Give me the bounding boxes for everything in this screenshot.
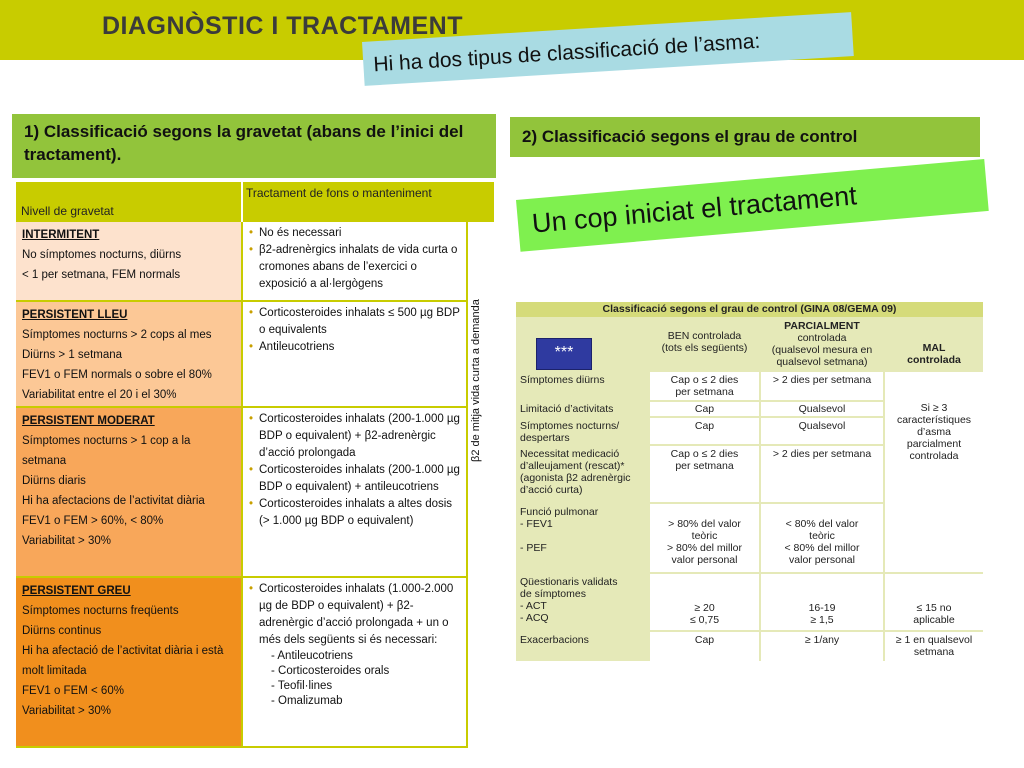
rescue-medication-label: β2 de mitja vida curta a demanda — [470, 299, 482, 462]
header-line: PARCIALMENT — [784, 320, 860, 332]
severity-classification-title: 1) Classificació segons la gravetat (abans de l’inici del tractament). — [12, 114, 496, 178]
criteria-line: FEV1 o FEM normals o sobre el 80% — [22, 369, 212, 381]
header-partially-controlled — [761, 318, 883, 370]
stars-badge: *** — [536, 338, 592, 370]
criteria-line: Hi ha afectació de l’activitat diària i està molt limitada — [22, 645, 224, 677]
cell-line: Cap o ≤ 2 dies — [670, 448, 739, 460]
header-line: MAL — [922, 342, 946, 354]
criteria-line: Símptomes nocturns freqüents — [22, 605, 179, 617]
partially-controlled-cell — [761, 504, 883, 572]
severity-level-name: PERSISTENT GREU — [22, 585, 131, 597]
cell-line: característiques — [896, 414, 972, 426]
poorly-controlled-cell — [885, 574, 983, 630]
partially-controlled-cell — [761, 446, 883, 502]
cell-line: ≥ 1 en qualsevol — [895, 634, 973, 646]
row-label-line: Limitació d’activitats — [520, 403, 614, 415]
row-label-line: (agonista β2 adrenèrgic — [520, 472, 631, 484]
criteria-line: No símptomes nocturns, diürns — [22, 249, 182, 261]
row-label — [516, 632, 648, 661]
treatment-item: • Corticosteroides inhalats (1.000-2.000 µg de BDP o equivalent) + β2-adrenèrgic d’acció prolongada + un o més dels següents si és necessari: — [259, 581, 462, 649]
severity-criteria — [16, 408, 241, 576]
cell-line: per setmana — [675, 386, 734, 398]
treatment-subitem: - Teofil·lines — [259, 679, 462, 694]
row-label — [516, 418, 648, 444]
row-label — [516, 402, 648, 416]
treatment-item: • Antileucotriens — [259, 339, 462, 356]
row-label-line: Exacerbacions — [520, 634, 589, 646]
row-label — [516, 446, 648, 502]
severity-row-moderate-persistent — [16, 408, 466, 576]
header-line: controlada — [907, 354, 961, 366]
cell-line: parcialment — [906, 438, 962, 450]
cell-line: > 2 dies per setmana — [772, 448, 872, 460]
cell-line: teòric — [691, 530, 718, 542]
well-controlled-cell — [650, 418, 759, 444]
treatment-subitem: - Omalizumab — [259, 694, 462, 709]
severity-criteria — [16, 302, 241, 406]
severity-treatment — [243, 302, 466, 406]
criteria-line: FEV1 o FEM < 60% — [22, 685, 124, 697]
cell-line: Cap — [694, 403, 715, 415]
poorly-controlled-merged-cell — [885, 372, 983, 572]
cell-line: ≥ 1,5 — [810, 614, 834, 626]
header-line: controlada — [797, 332, 847, 344]
row-label-line: - ACT — [520, 600, 547, 612]
severity-table-header — [16, 182, 466, 222]
cell-line: Cap o ≤ 2 dies — [670, 374, 739, 386]
header-severity-level: Nivell de gravetat — [21, 204, 114, 218]
well-controlled-cell — [650, 632, 759, 661]
control-header-empty — [516, 318, 648, 370]
treatment-item: • Corticosteroides inhalats a altes dosis (> 1.000 µg BDP o equivalent) — [259, 496, 462, 530]
well-controlled-cell — [650, 446, 759, 502]
cell-line: per setmana — [675, 460, 734, 472]
cell-line: Cap — [694, 420, 715, 432]
row-label-line: Necessitat medicació — [520, 448, 620, 460]
criteria-line: FEV1 o FEM > 60%, < 80% — [22, 515, 164, 527]
severity-table — [16, 182, 494, 748]
treatment-item: • Corticosteroides inhalats (200-1.000 µg BDP o equivalent) + β2-adrenèrgic d’acció prolongada — [259, 411, 462, 462]
well-controlled-cell — [650, 372, 759, 400]
cell-line: Qualsevol — [798, 420, 846, 432]
criteria-line: Diürns diaris — [22, 475, 86, 487]
cell-line: controlada — [909, 450, 959, 462]
criteria-line: Hi ha afectacions de l’activitat diària — [22, 495, 205, 507]
cell-line: > 2 dies per setmana — [772, 374, 872, 386]
severity-level-name: PERSISTENT LLEU — [22, 309, 128, 321]
severity-level-name: INTERMITENT — [22, 229, 100, 241]
page-title: DIAGNÒSTIC I TRACTAMENT — [102, 12, 464, 40]
criteria-line: Variabilitat > 30% — [22, 705, 111, 717]
criteria-line: < 1 per setmana, FEM normals — [22, 269, 181, 281]
severity-row-intermittent — [16, 222, 466, 300]
row-label — [516, 372, 648, 400]
criteria-line: Diürns > 1 setmana — [22, 349, 123, 361]
row-label — [516, 574, 648, 630]
cell-line: < 80% del valor — [785, 518, 859, 530]
header-maintenance-treatment: Tractament de fons o manteniment — [246, 186, 432, 200]
cell-line: valor personal — [789, 554, 855, 566]
cell-line: > 80% del millor — [667, 542, 742, 554]
row-label-spacer — [520, 530, 644, 542]
row-label — [516, 504, 648, 572]
row-label-line: Funció pulmonar — [520, 506, 599, 518]
severity-treatment — [243, 408, 466, 576]
header-well-controlled — [650, 318, 759, 370]
row-label-line: Símptomes diürns — [520, 374, 605, 386]
severity-treatment — [243, 222, 466, 300]
severity-row-severe-persistent — [16, 578, 466, 746]
row-label-line: d’alleujament (rescat)* — [520, 460, 625, 472]
header-line: qualsevol setmana) — [776, 356, 868, 368]
cell-line: aplicable — [913, 614, 955, 626]
control-classification-title: 2) Classificació segons el grau de control — [510, 117, 980, 157]
cell-line: valor personal — [671, 554, 738, 566]
partially-controlled-cell — [761, 574, 883, 630]
severity-criteria — [16, 222, 241, 300]
cell-line: Si ≥ 3 — [920, 402, 948, 414]
criteria-line: Variabilitat entre el 20 i el 30% — [22, 389, 177, 401]
treatment-item: • Corticosteroides inhalats (200-1.000 µg BDP o equivalent) + antileucotriens — [259, 462, 462, 496]
row-label-line: - FEV1 — [520, 518, 553, 530]
row-label-line: de símptomes — [520, 588, 586, 600]
header-divider — [241, 182, 243, 222]
header-line: (tots els següents) — [661, 342, 748, 354]
header-line: BEN controlada — [667, 330, 742, 342]
treatment-subitem: - Antileucotriens — [259, 649, 462, 664]
criteria-line: Símptomes nocturns > 1 cop a la setmana — [22, 435, 191, 467]
poorly-controlled-cell — [885, 632, 983, 661]
control-table-title: Classificació segons el grau de control (GINA 08/GEMA 09) — [516, 302, 983, 317]
treatment-item: • β2-adrenèrgics inhalats de vida curta o cromones abans de l’exercici o exposició a al·lergògens — [259, 242, 462, 293]
cell-line: > 80% del valor — [668, 518, 741, 530]
treatment-started-banner: Un cop iniciat el tractament — [516, 159, 989, 252]
partially-controlled-cell — [761, 418, 883, 444]
row-label-line: Qüestionaris validats — [520, 576, 618, 588]
rescue-medication-column — [466, 222, 494, 748]
cell-line: ≤ 15 no — [916, 602, 952, 614]
well-controlled-cell — [650, 574, 759, 630]
severity-criteria — [16, 578, 241, 746]
partially-controlled-cell — [761, 632, 883, 661]
treatment-item: • No és necessari — [259, 225, 462, 242]
row-label-line: - PEF — [520, 542, 547, 554]
cell-line: teòric — [809, 530, 835, 542]
severity-level-name: PERSISTENT MODERAT — [22, 415, 155, 427]
cell-line: ≥ 20 — [694, 602, 715, 614]
well-controlled-cell — [650, 504, 759, 572]
row-label-line: - ACQ — [520, 612, 549, 624]
criteria-line: Diürns continus — [22, 625, 102, 637]
severity-row-mild-persistent — [16, 302, 466, 406]
cell-line: ≤ 0,75 — [689, 614, 720, 626]
treatment-item: • Corticosteroides inhalats ≤ 500 µg BDP o equivalents — [259, 305, 462, 339]
cell-line: setmana — [913, 646, 955, 658]
partially-controlled-cell — [761, 402, 883, 416]
partially-controlled-cell — [761, 372, 883, 400]
well-controlled-cell — [650, 402, 759, 416]
cell-line: Qualsevol — [798, 403, 846, 415]
header-line: (qualsevol mesura en — [771, 344, 873, 356]
header-poorly-controlled — [885, 318, 983, 370]
cell-line: d’asma — [917, 426, 951, 438]
cell-line: < 80% del millor — [784, 542, 860, 554]
row-label-line: d’acció curta) — [520, 484, 583, 496]
classification-note: Hi ha dos tipus de classificació de l’asma: — [362, 12, 854, 86]
cell-line: ≥ 1/any — [804, 634, 840, 646]
row-label-line: Símptomes nocturns/ — [520, 420, 620, 432]
cell-line: Cap — [694, 634, 715, 646]
cell-line: 16-19 — [808, 602, 836, 614]
row-label-line: despertars — [520, 432, 570, 444]
severity-treatment — [243, 578, 466, 746]
treatment-subitem: - Corticosteroides orals — [259, 664, 462, 679]
criteria-line: Símptomes nocturns > 2 cops al mes — [22, 329, 212, 341]
control-table — [516, 302, 983, 661]
criteria-line: Variabilitat > 30% — [22, 535, 111, 547]
